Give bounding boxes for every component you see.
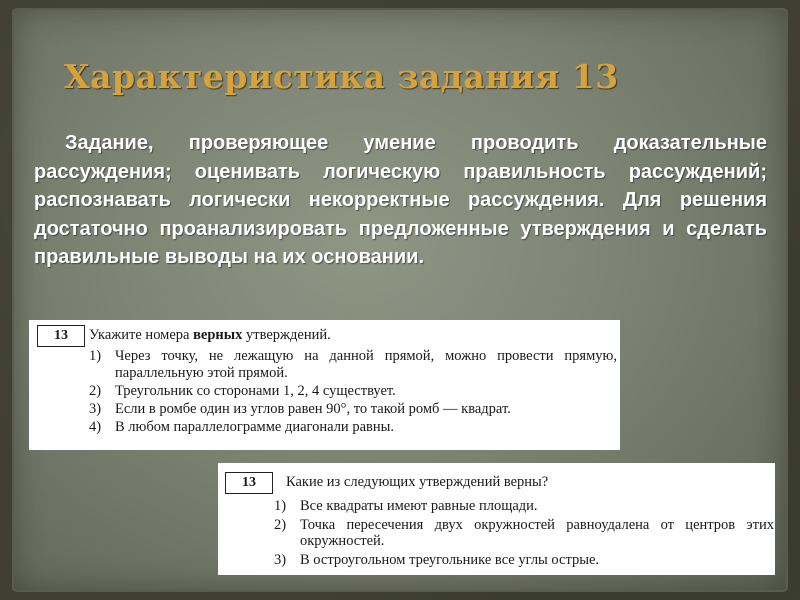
statement-list bbox=[89, 348, 617, 437]
statement-item bbox=[89, 383, 617, 400]
statement-list bbox=[274, 498, 774, 570]
task-number-badge: 13 bbox=[37, 325, 85, 347]
statement-text: Через точку, не лежащую на данной прямой, можно провести прямую, параллельную этой прямой. bbox=[115, 348, 617, 381]
task-number-badge: 13 bbox=[225, 472, 273, 494]
statement-item bbox=[89, 419, 617, 436]
statement-number: 1) bbox=[274, 498, 287, 514]
statement-text: В остроугольном треугольнике все углы острые. bbox=[300, 551, 600, 568]
statement-item bbox=[274, 517, 774, 550]
task-question: Какие из следующих утверждений верны? bbox=[286, 474, 549, 490]
statement-number: 1) bbox=[89, 348, 102, 364]
statement-item bbox=[274, 498, 774, 515]
task-card-1 bbox=[29, 320, 620, 450]
statement-number: 2) bbox=[89, 382, 102, 399]
statement-item bbox=[274, 552, 774, 569]
statement-number: 3) bbox=[274, 551, 287, 568]
statement-text: Если в ромбе один из углов равен 90°, то такой ромб — квадрат. bbox=[115, 400, 511, 417]
statement-item bbox=[89, 401, 617, 418]
task-card-2 bbox=[218, 463, 775, 575]
question-emphasis: верных bbox=[193, 327, 243, 343]
task-question bbox=[89, 327, 331, 344]
statement-text: В любом параллелограмме диагонали равны. bbox=[115, 418, 394, 435]
statement-text: Треугольник со сторонами 1, 2, 4 существует. bbox=[115, 382, 396, 399]
statement-number: 3) bbox=[89, 400, 102, 417]
statement-text: Точка пересечения двух окружностей равноудалена от центров этих окружностей. bbox=[300, 516, 774, 549]
slide-description: Задание, проверяющее умение проводить доказательные рассуждения; оценивать логическую правильность рассуждений; распознавать логически некорректные рассуждения. Для решения достаточно проанализировать предложенные утверждения и сделать правильные выводы на их основании. bbox=[34, 132, 767, 269]
question-prefix: Укажите номера bbox=[89, 327, 194, 343]
slide-title: Характеристика задания 13 bbox=[64, 57, 619, 96]
statement-number: 2) bbox=[274, 516, 287, 533]
statement-item bbox=[89, 348, 617, 381]
statement-number: 4) bbox=[89, 418, 102, 435]
question-suffix: утверждений. bbox=[242, 327, 331, 343]
statement-text: Все квадраты имеют равные площади. bbox=[300, 498, 538, 514]
